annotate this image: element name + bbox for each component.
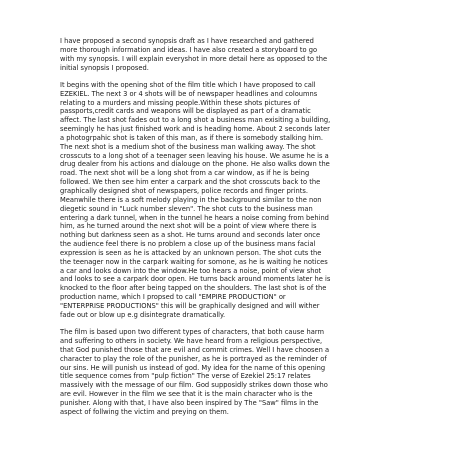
text-line: aspect of follwing the victim and preying on them. [60, 407, 229, 416]
text-line: EZEKIEL. The next 3 or 4 shots will be of newspaper headlines and coloumns [60, 89, 318, 98]
text-line: production name, which I propsed to call "EMPIRE PRODUCTION" or [60, 293, 286, 302]
text-line: punisher. Along with that, I have also been inspired by The "Saw" films in the [60, 398, 319, 407]
text-line: graphically designed shot of newspapers, police records and finger prints. [60, 187, 308, 195]
paragraph-gap [60, 72, 405, 81]
text-line: I have proposed a second synopsis draft as I have researched and gathered [60, 37, 314, 45]
text-line: relating to a murders and missing people.Within these shots pictures of [60, 98, 300, 107]
text-line: and looks to see a carpark door open. He turns back around moments later he is [60, 275, 331, 284]
text-line: knocked to the floor after being tapped on the shoulders. The last shot is of the [60, 284, 327, 293]
text-line: massively with the message of our film. God supposidly strikes down those who [60, 381, 328, 390]
text-line: The next shot is a medium shot of the business man walking away. The shot [60, 142, 316, 151]
text-line: the teenager now in the carpark waiting for somone, as he is waiting he notices [60, 257, 328, 266]
text-line: title sequence comes from "pulp fiction" The verse of Ezekiel 25:17 relates [60, 372, 311, 381]
text-line: "ENTERPRISE PRODUCTIONS" this will be graphically designed and will wither [60, 301, 320, 310]
text-line: that God punished those that are evil and commit crimes. Well I have choosen a [60, 345, 330, 354]
paragraph-synopsis [60, 81, 405, 320]
text-line: road. The next shot will be a long shot from a car window, as if he is being [60, 169, 310, 178]
text-line: It begins with the opening shot of the film title which I have proposed to call [60, 80, 316, 89]
text-line: more thorough information and ideas. I have also created a storyboard to go [60, 45, 318, 54]
text-line: affect. The last shot fades out to a long shot a business man exisiting a building, [60, 116, 331, 125]
text-line: entering a dark tunnel, when in the tunnel he hears a noise coming from behind [60, 213, 329, 222]
text-line: passports,credit cards and weapons will be displayed as part of a dramatic [60, 107, 311, 116]
paragraph-characters [60, 328, 405, 416]
text-line: a photogrpahic shot is taken of this man, as if there is somebody stalking him. [60, 133, 323, 142]
text-line: character to play the role of the punisher, as he is portrayed as the reminder of [60, 354, 327, 363]
text-line: with my synopsis. I will explain everyshot in more detail here as opposed to the [60, 54, 328, 63]
text-line: our sins. He will punish us instead of god. My idea for the name of this opening [60, 363, 326, 372]
text-line: followed. We then see him enter a carpark and the shot crosscuts back to the [60, 178, 321, 187]
text-line: expression is seen as he is attacked by an unknown person. The shot cuts the [60, 248, 322, 257]
text-line: The film is based upon two different types of characters, that both cause harm [60, 328, 324, 337]
text-line: Meanwhile there is a soft melody playing in the background similar to the non [60, 195, 322, 204]
text-line: seemingly he has just finished work and is heading home. About 2 seconds later [60, 125, 330, 134]
paragraph-gap [60, 320, 405, 329]
text-line: nothing but darkness seen as a shot. He turns around and seconds later once [60, 231, 321, 240]
text-line: a car and looks down into the window.He too hears a noise, point of view shot [60, 266, 322, 275]
text-line: initial synopsis I proposed. [60, 63, 149, 72]
document-body [60, 37, 405, 417]
text-line: him, as he turned around the next shot will be a point of view where there is [60, 222, 317, 231]
paragraph-intro [60, 37, 405, 72]
text-line: fade out or blow up e.g disintegrate dramatically. [60, 310, 226, 319]
text-line: crosscuts to a long shot of a teenager seen leaving his house. We asume he is a [60, 151, 329, 160]
text-line: the audience feel there is no problem a close up of the business mans facial [60, 240, 316, 249]
text-line: are evil. However in the film we see that it is the main character who is the [60, 390, 313, 399]
text-line: diegetic sound in "Luck number sleven". The shot cuts to the business man [60, 204, 313, 213]
text-line: and suffering to others in society. We have heard from a religious perspective, [60, 337, 323, 345]
text-line: drug dealer from his actions and dialouge on the phone. He also walks down the [60, 160, 330, 169]
